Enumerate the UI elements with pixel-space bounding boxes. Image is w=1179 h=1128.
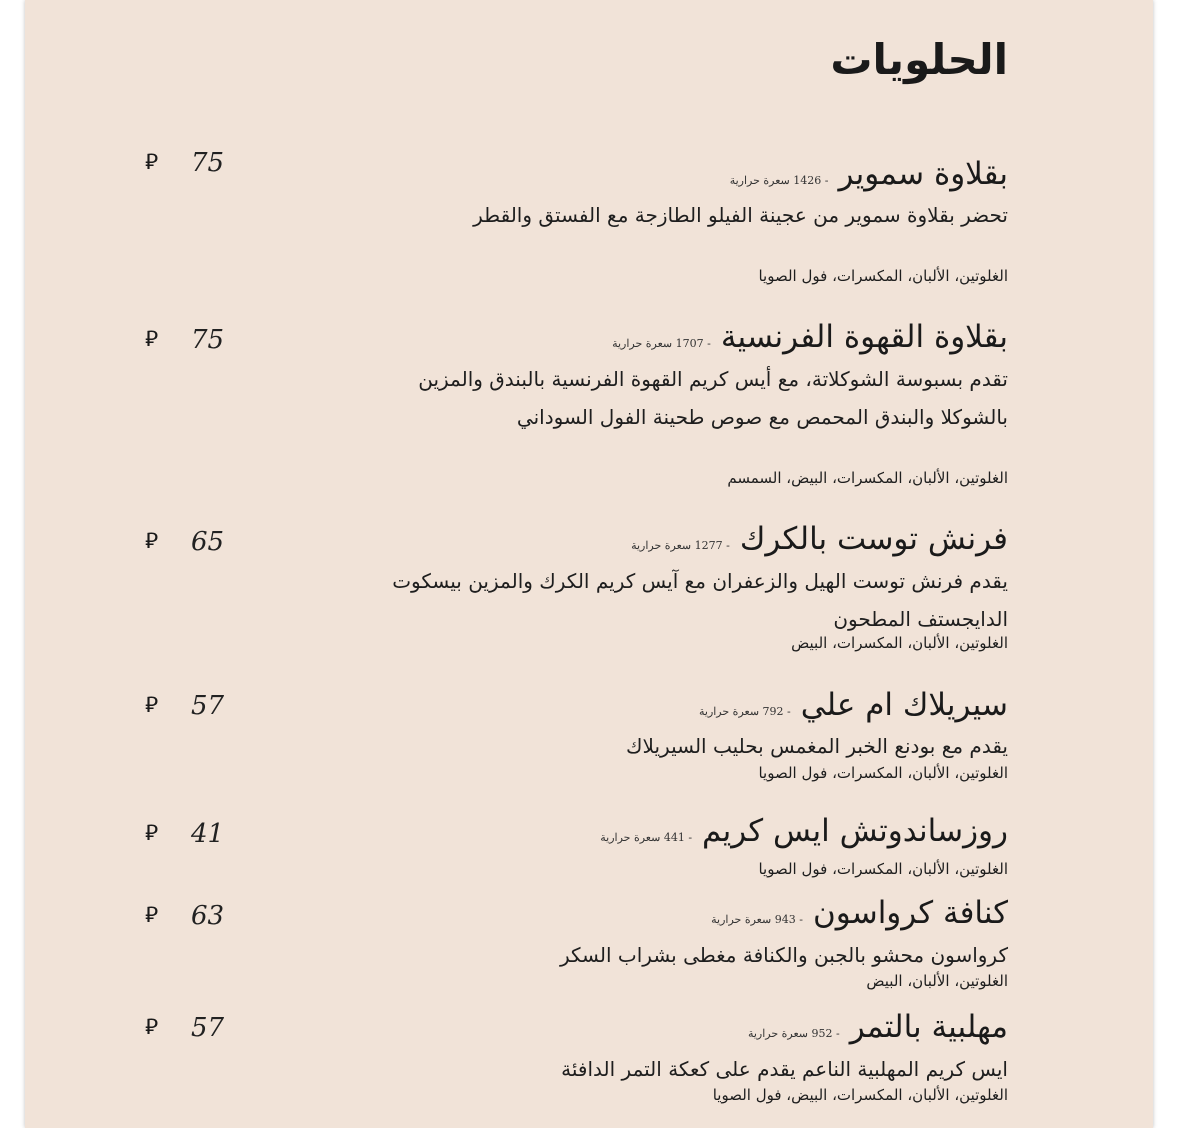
riyal-icon: ⃁	[145, 529, 159, 554]
item-price: 75	[191, 325, 225, 355]
item-description: يقدم مع بودنع الخبر المغمس بحليب السيريلاك	[626, 734, 1008, 758]
riyal-icon: ⃁	[145, 327, 159, 352]
riyal-icon: ⃁	[145, 1015, 159, 1040]
calorie-unit: سعرة حرارية	[612, 337, 673, 350]
item-price: 65	[191, 527, 225, 557]
item-name: مهلبية بالتمر	[849, 1009, 1008, 1045]
calorie-unit: سعرة حرارية	[600, 831, 661, 844]
item-calories: 1426	[793, 174, 822, 187]
item-allergens: الغلوتين، الألبان، المكسرات، البيض	[791, 634, 1008, 652]
item-name: سيريلاك ام علي	[800, 687, 1008, 723]
item-description: تقدم بسبوسة الشوكلاتة، مع أيس كريم القهوة الفرنسية بالبندق والمزين بالشوكلا والبندق المحمص مع صوص طحينة الفول السوداني	[418, 367, 1008, 429]
item-price: 57	[191, 691, 225, 721]
item-price: 63	[191, 901, 225, 931]
item-allergens: الغلوتين، الألبان، المكسرات، البيض، فول الصويا	[712, 1086, 1008, 1104]
item-price: 57	[191, 1013, 225, 1043]
item-allergens: الغلوتين، الألبان، المكسرات، فول الصويا	[758, 764, 1008, 782]
riyal-icon: ⃁	[145, 821, 159, 846]
item-calories: 952	[811, 1027, 833, 1040]
item-allergens: الغلوتين، الألبان، المكسرات، فول الصويا	[758, 267, 1008, 285]
item-allergens: الغلوتين، الألبان، البيض	[866, 972, 1008, 990]
item-price: 75	[191, 148, 225, 178]
item-calories: 1707	[675, 337, 704, 350]
riyal-icon: ⃁	[145, 150, 159, 175]
item-description: كرواسون محشو بالجبن والكنافة مغطى بشراب السكر	[559, 943, 1008, 967]
item-description: تحضر بقلاوة سموير من عجينة الفيلو الطازجة مع الفستق والقطر	[473, 203, 1008, 227]
calorie-unit: سعرة حرارية	[698, 705, 760, 718]
item-description: ايس كريم المهلبية الناعم يقدم على كعكة التمر الدافئة	[561, 1057, 1008, 1081]
page-title: الحلويات	[830, 35, 1008, 84]
calorie-unit: سعرة حرارية	[729, 174, 790, 187]
riyal-icon: ⃁	[145, 903, 159, 928]
item-price: 41	[191, 819, 225, 849]
item-description: يقدم فرنش توست الهيل والزعفران مع آيس كريم الكرك والمزين بيسكوت الدايجستف المطحون	[392, 569, 1008, 631]
item-calories: 441	[663, 831, 685, 844]
item-name: فرنش توست بالكرك	[739, 521, 1008, 557]
calorie-unit: سعرة حرارية	[631, 539, 692, 552]
item-name: روزساندوتش ايس كريم	[702, 813, 1008, 849]
menu-page: الحلويات ⃁ 75 بقلاوة سموير - 1426 سعرة حرارية تحضر بقلاوة سموير من عجينة الفيلو الطازجة مع الفستق والقطر الغلوتين، الألبان، المكسرات، فول الصويا ⃁ 75 بقلاوة القهوة الفرنسية - 1707 سعرة حرارية تقدم بسبوسة الشوكلاتة، مع أيس كريم القهوة الفرنسية بالبندق والمزين بالشوكلا والبندق المحمص مع صوص طحينة الفول السوداني الغلوتين، الألبان، المكسرات، البيض، السمسم ⃁ 65 فرنش توست بالكرك - 1277 سعرة حرارية يقدم فرنش توست الهيل والزعفران مع آيس كريم الكرك والمزين بيسكوت الدايجستف المطحون الغلوتين، الألبان، المكسرات، البيض ⃁ 57 سيريلاك ام علي - 792 سعرة حرارية يقدم مع بودنع الخبر المغمس بحليب السيريلاك الغلوتين، الألبان، المكسرات، فول الصويا ⃁ 41 روزساندوتش ايس كريم - 441 سعرة حرارية الغلوتين، الألبان، المكسرات، فول الصويا ⃁ 63 كنافة كرواسون - 943 سعرة حرارية كرواسون محشو بالجبن والكنافة مغطى بشراب السكر الغلوتين، الألبان، البيض ⃁ 57 مهلبية بالتمر - 952 سعرة حرارية ايس كريم المهلبية الناعم يقدم على كعكة التمر الدافئة الغلوتين، الألبان، المكسرات، البيض، فول الصويا	[25, 0, 1153, 1128]
item-name: كنافة كرواسون	[812, 895, 1008, 931]
item-calories: 792	[762, 705, 784, 718]
item-allergens: الغلوتين، الألبان، المكسرات، البيض، السمسم	[727, 469, 1008, 487]
item-name: بقلاوة سموير	[838, 156, 1008, 192]
calorie-unit: سعرة حرارية	[711, 913, 772, 926]
item-calories: 943	[774, 913, 796, 926]
item-name: بقلاوة القهوة الفرنسية	[720, 319, 1008, 355]
riyal-icon: ⃁	[145, 693, 159, 718]
item-calories: 1277	[694, 539, 723, 552]
calorie-unit: سعرة حرارية	[747, 1027, 809, 1040]
item-allergens: الغلوتين، الألبان، المكسرات، فول الصويا	[758, 860, 1008, 878]
